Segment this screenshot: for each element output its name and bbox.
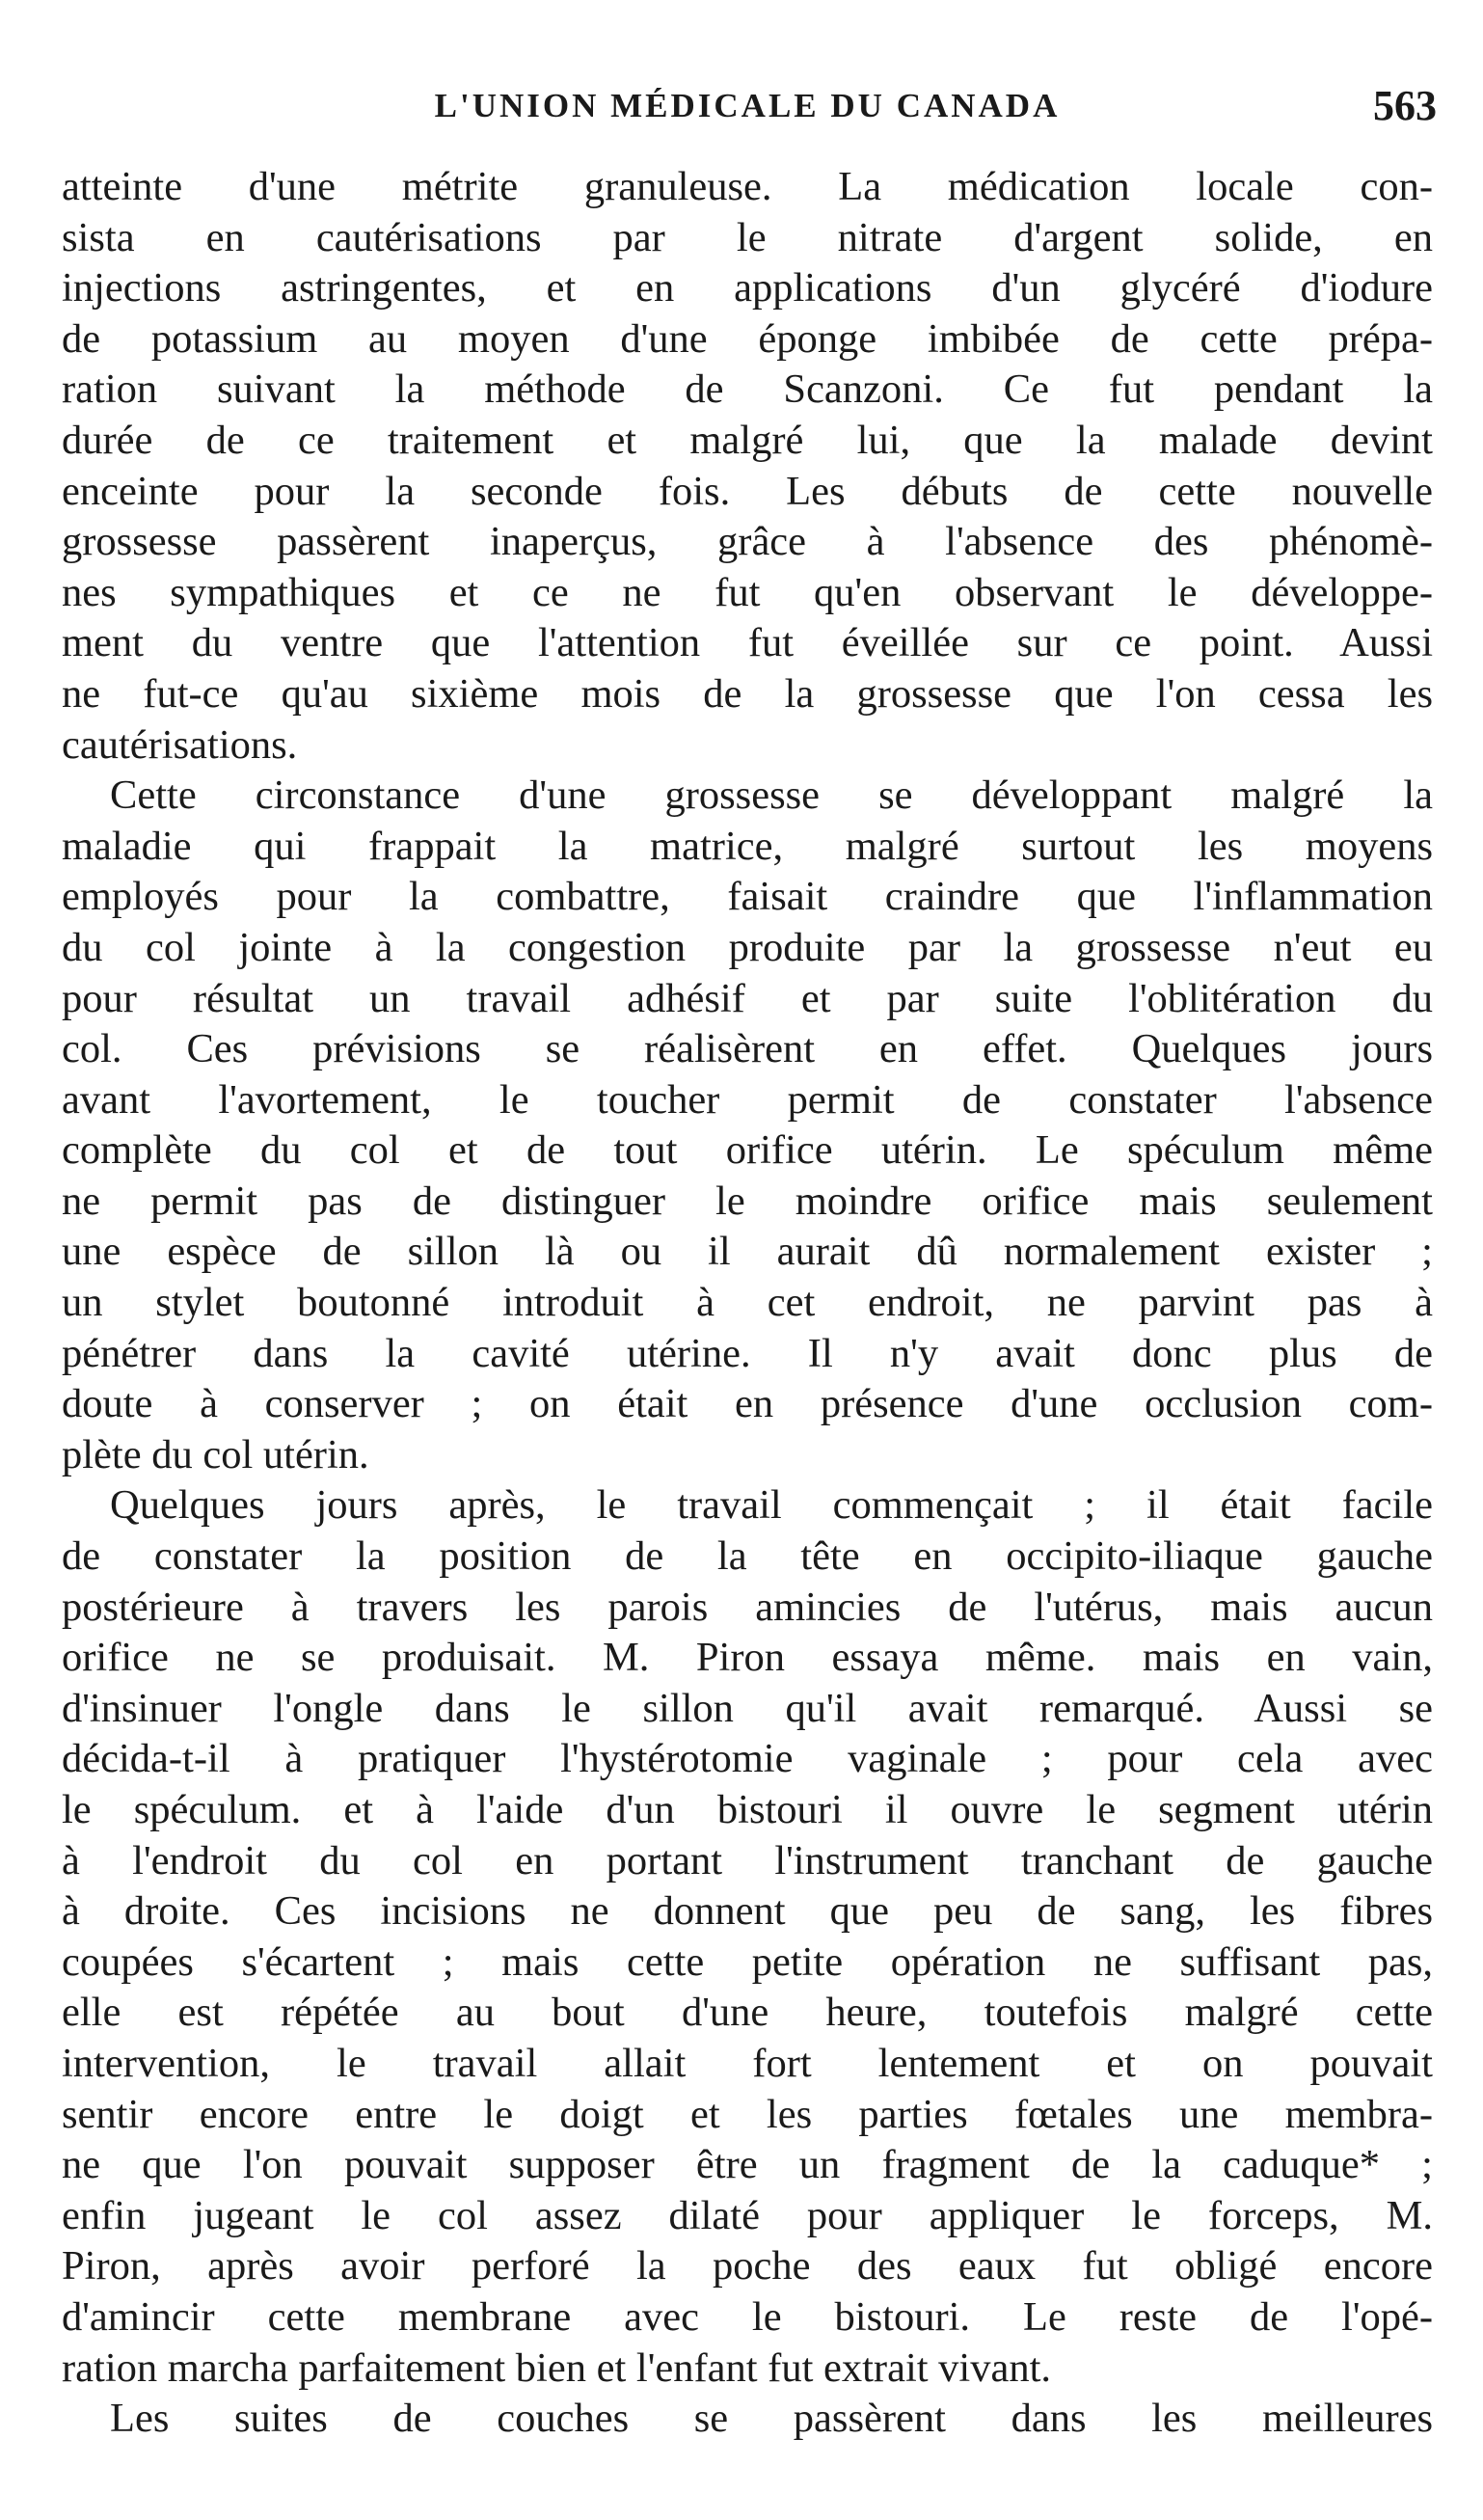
paragraph-1-line: cautérisations.	[62, 721, 298, 768]
paragraph-1-line: enceinte pour la seconde fois. Les débuts de cette nouvelle	[62, 468, 1433, 514]
paragraph-1-line: ment du ventre que l'attention fut éveillée sur ce point. Aussi	[62, 620, 1433, 666]
paragraph-1-line: grossesse passèrent inaperçus, grâce à l'absence des phénomè-	[62, 519, 1433, 565]
paragraph-1-line: sista en cautérisations par le nitrate d'argent solide, en	[62, 214, 1433, 260]
paragraph-3-line: elle est répétée au bout d'une heure, toutefois malgré cette	[62, 1990, 1433, 2036]
paragraph-3-line: à droite. Ces incisions ne donnent que peu de sang, les fibres	[62, 1888, 1433, 1935]
paragraph-3-line: d'amincir cette membrane avec le bistouri. Le reste de l'opé-	[62, 2293, 1433, 2340]
paragraph-3-line: le spéculum. et à l'aide d'un bistouri il ouvre le segment utérin	[62, 1787, 1433, 1832]
paragraph-3-line: Quelques jours après, le travail commençait ; il était facile	[110, 1482, 1433, 1529]
paragraph-3-line: d'insinuer l'ongle dans le sillon qu'il avait remarqué. Aussi se	[62, 1685, 1433, 1731]
paragraph-2-line: ne permit pas de distinguer le moindre orifice mais seulement	[62, 1178, 1433, 1224]
page-header	[58, 75, 1437, 137]
paragraph-3-line: postérieure à travers les parois amincies de l'utérus, mais aucun	[62, 1584, 1433, 1630]
paragraph-2-line: col. Ces prévisions se réalisèrent en effet. Quelques jours	[62, 1026, 1433, 1072]
paragraph-2-line: un stylet boutonné introduit à cet endroit, ne parvint pas à	[62, 1280, 1433, 1326]
paragraph-3-line: enfin jugeant le col assez dilaté pour appliquer le forceps, M.	[62, 2192, 1433, 2238]
paragraph-2-line: complète du col et de tout orifice utérin. Le spéculum même	[62, 1127, 1433, 1174]
paragraph-3-line: ration marcha parfaitement bien et l'enfant fut extrait vivant.	[62, 2344, 1052, 2391]
paragraph-2-line: employés pour la combattre, faisait craindre que l'inflammation	[62, 874, 1433, 920]
paragraph-2-line: avant l'avortement, le toucher permit de constater l'absence	[62, 1076, 1433, 1123]
paragraph-3-line: de constater la position de la tête en occipito-iliaque gauche	[62, 1533, 1433, 1580]
paragraph-2-line: plète du col utérin.	[62, 1431, 369, 1477]
paragraph-1-line: durée de ce traitement et malgré lui, que la malade devint	[62, 417, 1433, 463]
paragraph-1-line: injections astringentes, et en applications d'un glycéré d'iodure	[62, 265, 1433, 312]
running-title: L'UNION MÉDICALE DU CANADA	[434, 87, 1061, 124]
paragraph-2-line: une espèce de sillon là ou il aurait dû normalement exister ;	[62, 1229, 1433, 1275]
paragraph-3-line: Piron, après avoir perforé la poche des eaux fut obligé encore	[62, 2243, 1433, 2290]
paragraph-2-line: pénétrer dans la cavité utérine. Il n'y avait donc plus de	[62, 1330, 1433, 1376]
paragraph-2-line: doute à conserver ; on était en présence d'une occlusion com-	[62, 1381, 1433, 1427]
paragraph-2-line: maladie qui frappait la matrice, malgré surtout les moyens	[62, 823, 1433, 869]
paragraph-3-line: intervention, le travail allait fort lentement et on pouvait	[62, 2040, 1433, 2086]
paragraph-1-line: de potassium au moyen d'une éponge imbibée de cette prépa-	[62, 315, 1433, 362]
paragraph-3-line: ne que l'on pouvait supposer être un fragment de la caduque* ;	[62, 2142, 1433, 2188]
paragraph-3-line: orifice ne se produisait. M. Piron essaya même. mais en vain,	[62, 1635, 1433, 1681]
page-number: 563	[1373, 82, 1437, 129]
paragraph-2-line: du col jointe à la congestion produite par la grossesse n'eut eu	[62, 924, 1433, 970]
paragraph-3-line: sentir encore entre le doigt et les parties fœtales une membra-	[62, 2091, 1433, 2137]
paragraph-4-line: Les suites de couches se passèrent dans les meilleures	[110, 2396, 1433, 2442]
paragraph-1-line: ne fut-ce qu'au sixième mois de la grossesse que l'on cessa les	[62, 670, 1433, 717]
paragraph-3-line: à l'endroit du col en portant l'instrument tranchant de gauche	[62, 1837, 1433, 1883]
paragraph-1-line: ration suivant la méthode de Scanzoni. Ce fut pendant la	[62, 366, 1433, 413]
paragraph-2-line: Cette circonstance d'une grossesse se développant malgré la	[110, 772, 1433, 819]
paragraph-1-line: nes sympathiques et ce ne fut qu'en observant le développe-	[62, 569, 1433, 615]
body-text	[62, 162, 1433, 2445]
paragraph-2-line: pour résultat un travail adhésif et par suite l'oblitération du	[62, 975, 1433, 1021]
paragraph-3-line: décida-t-il à pratiquer l'hystérotomie vaginale ; pour cela avec	[62, 1736, 1433, 1782]
paragraph-1-line: atteinte d'une métrite granuleuse. La médication locale con-	[62, 164, 1433, 209]
paragraph-3-line: coupées s'écartent ; mais cette petite opération ne suffisant pas,	[62, 1938, 1433, 1985]
